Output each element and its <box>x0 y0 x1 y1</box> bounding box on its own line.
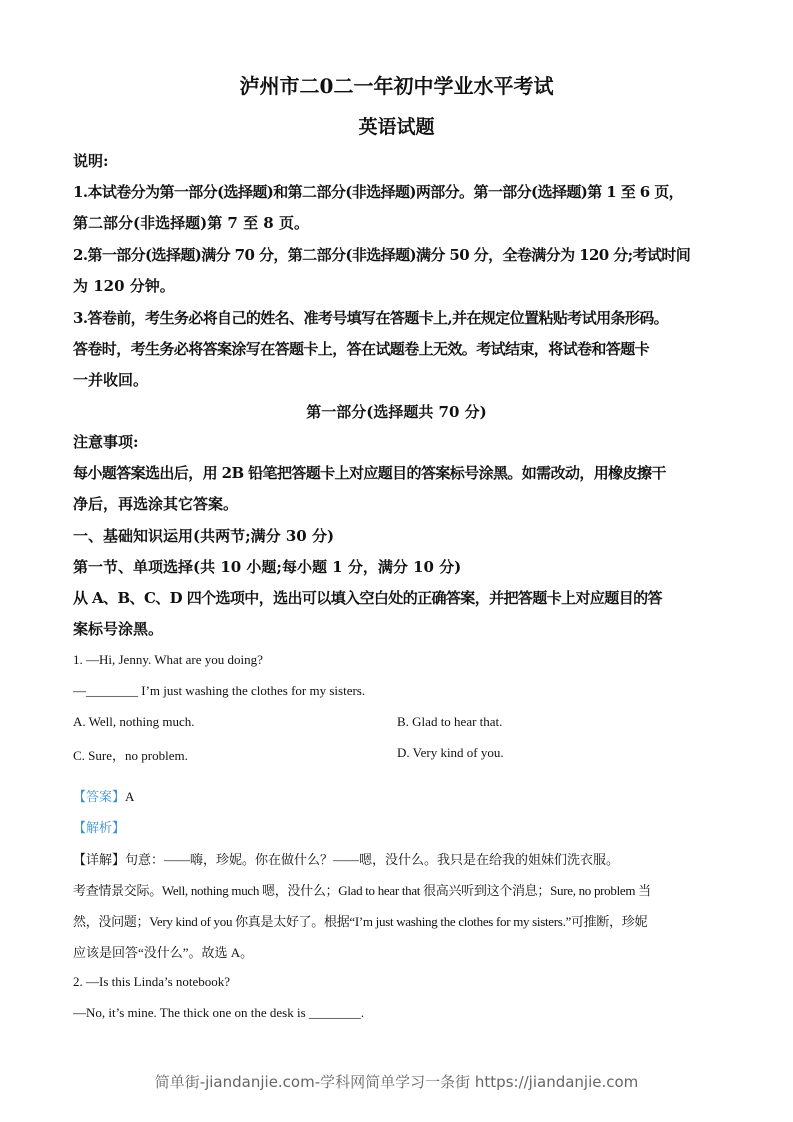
question-1-prompt: 1. —Hi, Jenny. What are you doing? <box>73 652 263 667</box>
instruction-line: 2.第一部分(选择题)满分 70 分，第二部分(非选择题)满分 50 分，全卷满分为 120 分;考试时间 <box>73 246 691 264</box>
answer-line <box>73 786 134 805</box>
detail-line: 然，没问题；Very kind of you 你真是太好了。根据“I’m just washing the clothes for my sisters.”可推断，珍妮 <box>73 914 648 929</box>
option-a: A. Well, nothing much. <box>73 714 195 729</box>
detail-line: 【详解】句意：——嗨，珍妮。你在做什么？——嗯，没什么。我只是在给我的姐妹们洗衣服。 <box>73 852 620 867</box>
part1-heading: 第一部分(选择题共 70 分) <box>306 403 487 421</box>
notes-heading: 注意事项: <box>73 433 139 451</box>
option-c: C. Sure，no problem. <box>73 748 188 763</box>
question-2-response: —No, it’s mine. The thick one on the desk is ________. <box>73 1005 365 1020</box>
footer-watermark: 简单街-jiandanjie.com-学科网简单学习一条街 https://jiandanjie.com <box>154 1073 639 1091</box>
option-d: D. Very kind of you. <box>397 745 504 760</box>
instruction-line: 为 120 分钟。 <box>73 277 175 295</box>
section-heading: 一、基础知识运用(共两节;满分 30 分) <box>73 527 335 545</box>
exam-title: 泸州市二0二一年初中学业水平考试 <box>239 74 554 98</box>
question-1-response: —________ I’m just washing the clothes for my sisters. <box>73 683 366 698</box>
detail-line: 考查情景交际。Well, nothing much 嗯，没什么；Glad to hear that 很高兴听到这个消息；Sure, no problem 当 <box>73 883 651 898</box>
notes-line: 净后，再选涂其它答案。 <box>73 495 239 513</box>
notes-line: 每小题答案选出后，用 2B 铅笔把答题卡上对应题目的答案标号涂黑。如需改动，用橡皮擦干 <box>73 464 666 482</box>
instruction-line: 3.答卷前，考生务必将自己的姓名、准考号填写在答题卡上,并在规定位置粘贴考试用条形码。 <box>73 309 669 327</box>
analysis-label: 【解析】 <box>73 820 126 835</box>
instruction-line: 一并收回。 <box>73 371 149 389</box>
instructions-heading: 说明: <box>73 152 109 170</box>
answer-value: A <box>125 789 135 804</box>
directions-line: 案标号涂黑。 <box>73 620 164 638</box>
question-2-prompt: 2. —Is this Linda’s notebook? <box>73 974 231 989</box>
answer-label: 【答案】 <box>73 789 126 804</box>
subsection-heading: 第一节、单项选择(共 10 小题;每小题 1 分，满分 10 分) <box>73 558 462 576</box>
instruction-line: 1.本试卷分为第一部分(选择题)和第二部分(非选择题)两部分。第一部分(选择题)第 1 至 6 页， <box>73 183 684 201</box>
option-b: B. Glad to hear that. <box>397 714 503 729</box>
directions-line: 从 A、B、C、D 四个选项中，选出可以填入空白处的正确答案，并把答题卡上对应题目的答 <box>73 589 662 607</box>
instruction-line: 答卷时，考生务必将答案涂写在答题卡上，答在试题卷上无效。考试结束，将试卷和答题卡 <box>73 340 650 358</box>
instruction-line: 第二部分(非选择题)第 7 至 8 页。 <box>73 214 309 232</box>
detail-line: 应该是回答“没什么”。故选 A。 <box>73 945 254 960</box>
exam-subtitle: 英语试题 <box>358 116 435 138</box>
